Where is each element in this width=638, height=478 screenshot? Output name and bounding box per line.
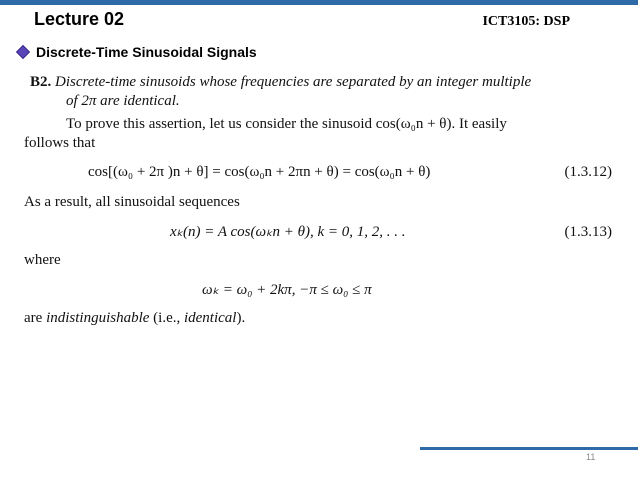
- b2-text-1: Discrete-time sinusoids whose frequencies are separated by an integer multiple: [55, 74, 532, 90]
- where-line: where: [24, 252, 61, 268]
- section-heading-row: [18, 44, 257, 60]
- b2-statement-line-2: of 2π are identical.: [66, 93, 180, 109]
- result-line: As a result, all sinusoidal sequences: [24, 194, 240, 210]
- conclusion-indistinguishable: indistinguishable: [46, 310, 150, 326]
- equation-1: cos[(ω₀ + 2π )n + θ] = cos(ω₀n + 2πn + θ) = cos(ω₀n + θ): [88, 164, 431, 180]
- proof-line-1: To prove this assertion, let us consider the sinusoid cos(ω₀n + θ). It easily: [66, 116, 507, 132]
- conclusion-text-3: (i.e.,: [149, 310, 184, 326]
- b2-statement-line-1: [30, 73, 531, 92]
- page-number: 11: [586, 452, 596, 462]
- equation-2: xₖ(n) = A cos(ωₖn + θ), k = 0, 1, 2, . . .: [170, 224, 406, 240]
- equation-2-number: (1.3.13): [564, 224, 612, 240]
- proof-line-2: follows that: [24, 135, 96, 151]
- section-heading: Discrete-Time Sinusoidal Signals: [36, 44, 257, 60]
- conclusion-text-5: ).: [236, 310, 246, 326]
- equation-1-number: (1.3.12): [564, 164, 612, 180]
- course-code: ICT3105: DSP: [482, 14, 570, 29]
- equation-1-row: [88, 163, 618, 182]
- diamond-bullet-icon: [16, 45, 30, 59]
- conclusion-line: [24, 309, 245, 328]
- top-accent-rule: [0, 0, 638, 5]
- b2-label: B2.: [30, 74, 52, 90]
- conclusion-text-1: are: [24, 310, 47, 326]
- equation-2-row: [170, 223, 618, 242]
- conclusion-identical: identical: [183, 310, 237, 326]
- footer-accent-rule: [420, 447, 638, 450]
- equation-3: ωₖ = ω₀ + 2kπ, −π ≤ ω₀ ≤ π: [202, 282, 372, 298]
- lecture-title: Lecture 02: [34, 9, 125, 29]
